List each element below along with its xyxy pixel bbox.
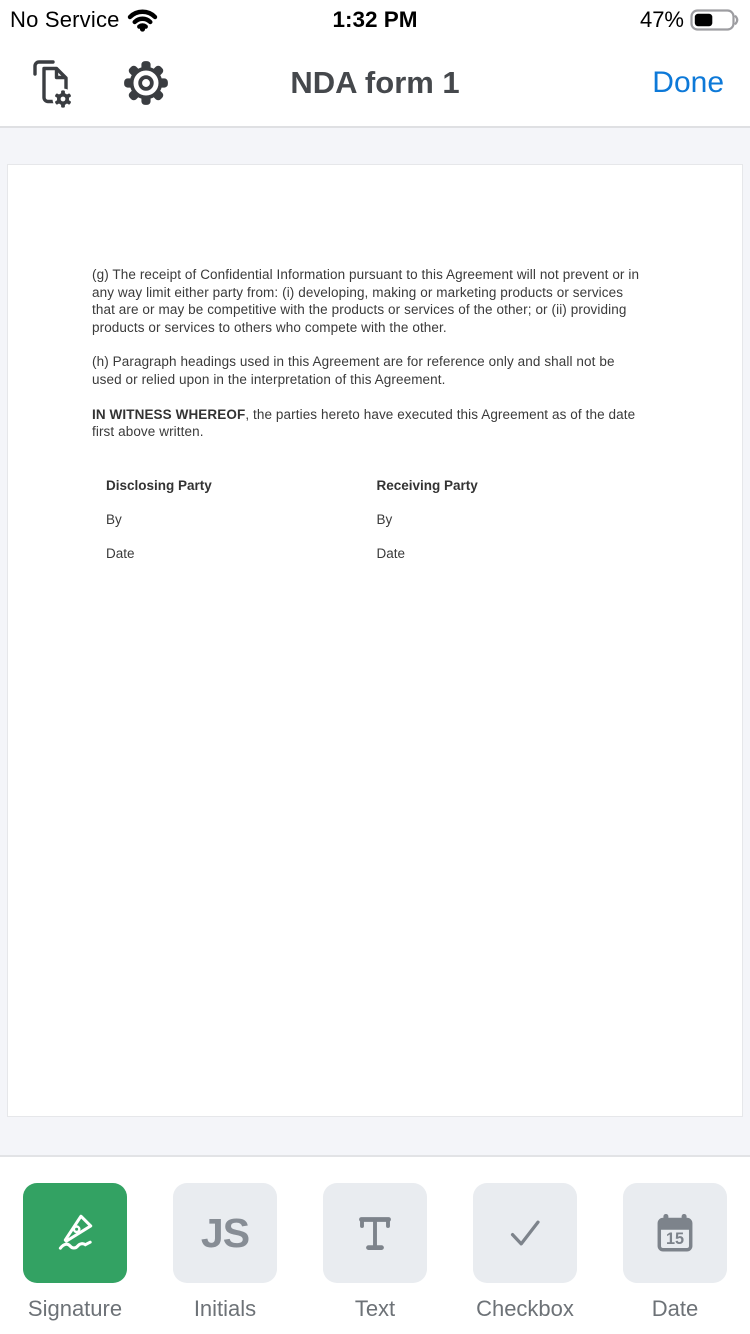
disclosing-party-title: Disclosing Party bbox=[106, 477, 212, 493]
page-settings-icon bbox=[27, 56, 77, 110]
nav-bar bbox=[0, 40, 750, 128]
initials-tool-button[interactable] bbox=[150, 1157, 300, 1334]
page-settings-button[interactable] bbox=[24, 55, 80, 111]
battery-icon bbox=[690, 8, 740, 32]
document-viewport[interactable] bbox=[0, 128, 750, 1157]
text-tool-button[interactable] bbox=[300, 1157, 450, 1334]
page-title: NDA form 1 bbox=[290, 65, 460, 100]
disclosing-by-label: By bbox=[106, 511, 122, 527]
checkbox-tool-tile bbox=[473, 1183, 577, 1283]
witness-paragraph bbox=[92, 406, 647, 441]
calendar-day-label: 15 bbox=[665, 1229, 685, 1248]
checkmark-icon bbox=[499, 1207, 551, 1259]
signature-tool-tile bbox=[23, 1183, 127, 1283]
checkbox-tool-label: Checkbox bbox=[476, 1296, 574, 1321]
done-button[interactable]: Done bbox=[650, 60, 726, 106]
receiving-party-column bbox=[377, 478, 648, 562]
witness-lead: IN WITNESS WHEREOF bbox=[92, 406, 246, 422]
witness-rest: , the parties hereto have executed this Agreement as of the date first above written. bbox=[92, 406, 636, 440]
disclosing-party-column bbox=[106, 478, 377, 562]
settings-button[interactable] bbox=[118, 55, 174, 111]
carrier-label: No Service bbox=[10, 7, 120, 32]
battery-percent-label: 47% bbox=[639, 7, 684, 32]
signature-tool-label: Signature bbox=[27, 1296, 123, 1321]
paragraph-g: (g) The receipt of Confidential Information pursuant to this Agreement will not prevent or in any way limit either party from: (i) developing, making or marketing products or services that are or may be competitive with the products or services of the other; or (ii) providing products or services to others who compete with the other. bbox=[92, 267, 640, 335]
status-right bbox=[640, 7, 740, 33]
pdf-page[interactable] bbox=[7, 164, 743, 1117]
date-tool-button[interactable] bbox=[600, 1157, 750, 1334]
clock-label: 1:32 PM bbox=[332, 7, 418, 32]
disclosing-date-label: Date bbox=[106, 545, 135, 561]
signature-block bbox=[106, 478, 647, 562]
checkbox-tool-button[interactable] bbox=[450, 1157, 600, 1334]
text-tool-icon bbox=[349, 1207, 401, 1259]
initials-tool-label: Initials bbox=[193, 1296, 257, 1321]
initials-glyph-icon: JS bbox=[200, 1209, 250, 1256]
status-bar bbox=[0, 0, 750, 40]
receiving-party-title: Receiving Party bbox=[376, 477, 478, 493]
receiving-date-label: Date bbox=[376, 545, 406, 561]
receiving-by-label: By bbox=[376, 511, 393, 527]
calendar-icon bbox=[649, 1207, 701, 1259]
date-tool-label: Date bbox=[651, 1296, 699, 1321]
field-toolbar bbox=[0, 1157, 750, 1334]
initials-tool-tile bbox=[173, 1183, 277, 1283]
text-tool-label: Text bbox=[354, 1296, 396, 1321]
gear-icon bbox=[121, 58, 171, 108]
paragraph-h: (h) Paragraph headings used in this Agreement are for reference only and shall not be used or relied upon in the interpretation of this Agreement. bbox=[92, 354, 615, 387]
text-tool-tile bbox=[323, 1183, 427, 1283]
signature-pen-icon bbox=[49, 1207, 101, 1259]
date-tool-tile bbox=[623, 1183, 727, 1283]
signature-tool-button[interactable] bbox=[0, 1157, 150, 1334]
